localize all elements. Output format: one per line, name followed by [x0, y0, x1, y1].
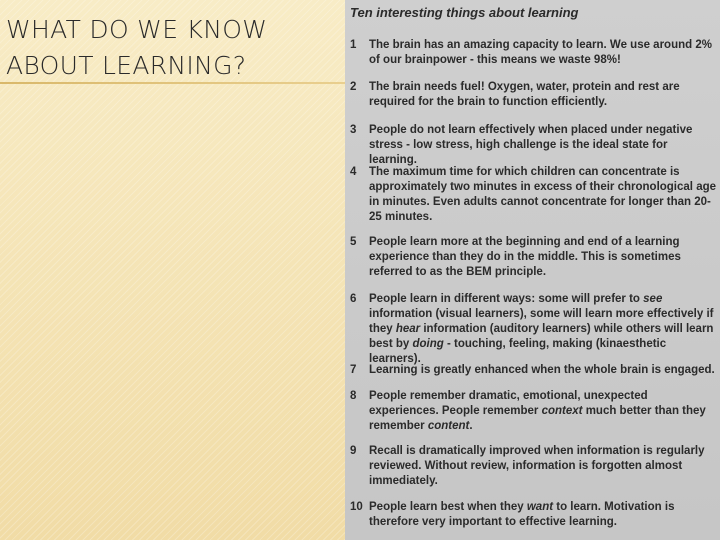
item-number: 9	[350, 445, 357, 457]
item-text	[369, 292, 717, 367]
item-text: Recall is dramatically improved when information is regularly reviewed. Without review, information is forgotten almost immediately.	[369, 445, 705, 487]
title-underline	[0, 82, 345, 84]
item-text-emphasis: want	[526, 501, 554, 513]
slide-title-panel	[0, 0, 345, 540]
item-text: People learn more at the beginning and end of a learning experience than they do in the middle. This is sometimes referred to as the BEM principle.	[369, 236, 681, 278]
learning-facts-list	[345, 0, 720, 540]
item-number: 8	[350, 390, 357, 402]
item-number: 10	[350, 501, 363, 513]
slide-title-line-2: ABOUT LEARNING?	[6, 51, 247, 80]
slide-title-line-1: WHAT DO WE KNOW	[6, 15, 268, 44]
item-text	[369, 500, 717, 530]
item-text-emphasis: content	[427, 420, 470, 432]
slide-title	[6, 12, 336, 84]
item-number: 2	[350, 81, 357, 93]
document-image	[345, 0, 720, 540]
item-text-part: .	[469, 420, 473, 432]
item-text: People do not learn effectively when placed under negative stress - low stress, high challenge is the ideal state for learning.	[369, 124, 693, 166]
item-text-part: much better than they remember	[369, 405, 706, 432]
item-text-part: People learn best when they	[369, 501, 527, 513]
item-text: The brain has an amazing capacity to learn. We use around 2% of our brainpower - this means we waste 98%!	[369, 39, 712, 66]
item-text-emphasis: hear	[395, 323, 421, 335]
item-number: 3	[350, 124, 357, 136]
item-text-emphasis: see	[643, 293, 663, 305]
item-text: Learning is greatly enhanced when the whole brain is engaged.	[369, 364, 715, 376]
item-number: 1	[350, 39, 357, 51]
item-text	[369, 389, 717, 434]
item-text-part: - touching, feeling, making (kinaesthetic learners).	[369, 338, 667, 365]
item-text-part: information (auditory learners) while others will learn best by	[369, 323, 714, 350]
item-text-part: People learn in different ways: some will prefer to	[369, 293, 644, 305]
item-number: 5	[350, 236, 357, 248]
item-text-part: to learn. Motivation is therefore very important to effective learning.	[369, 501, 675, 528]
item-number: 6	[350, 293, 357, 305]
item-text-part: People remember dramatic, emotional, unexpected experiences. People remember	[369, 390, 648, 417]
item-text-emphasis: doing	[412, 338, 444, 350]
item-text: The brain needs fuel! Oxygen, water, protein and rest are required for the brain to function efficiently.	[369, 81, 680, 108]
item-text: The maximum time for which children can concentrate is approximately two minutes in excess of their chronological age in minutes. Even adults cannot concentrate for longer than 20-25 minutes.	[369, 166, 717, 223]
item-text-emphasis: context	[541, 405, 583, 417]
document-heading: Ten interesting things about learning	[350, 5, 579, 20]
item-text-part: information (visual learners), some will learn more effectively if they	[369, 308, 714, 335]
item-number: 4	[350, 166, 357, 178]
item-number: 7	[350, 364, 357, 376]
